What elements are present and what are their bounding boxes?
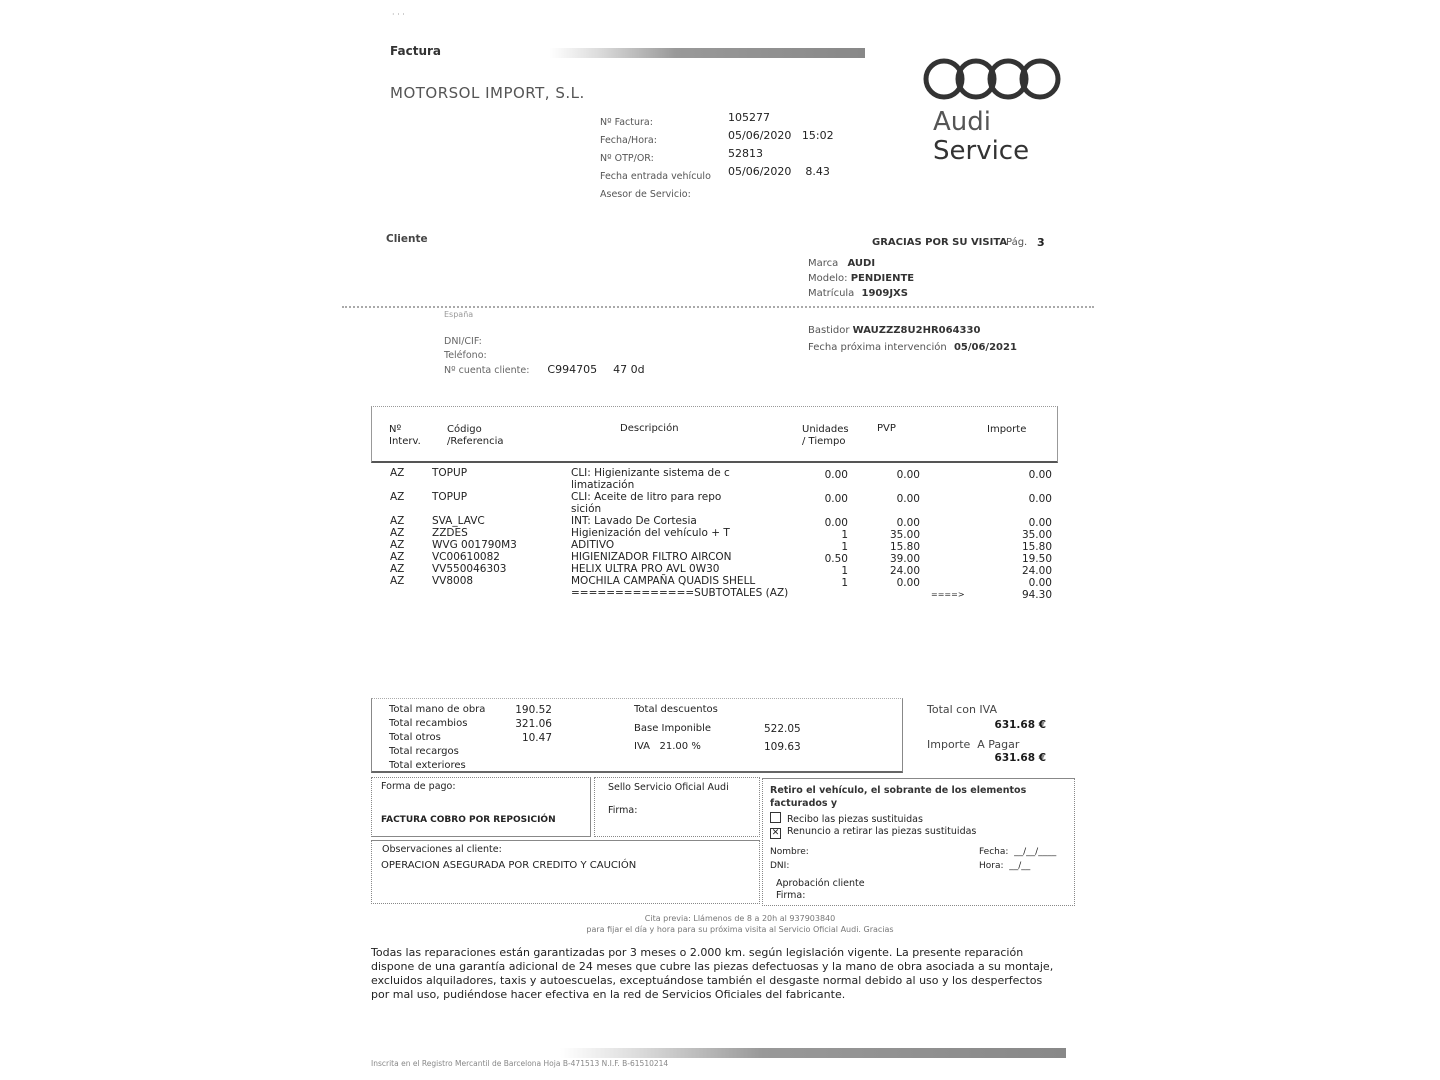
- date-time: 05/06/2020 15:02: [728, 129, 834, 142]
- client-details: [444, 335, 645, 378]
- discounts-label: Total descuentos: [634, 704, 718, 715]
- make-label: Marca: [808, 258, 839, 269]
- pickup-title-cont: facturados y: [770, 798, 838, 809]
- col-amount: Importe: [987, 424, 1027, 435]
- labor-total-label: Total mano de obra: [389, 704, 486, 715]
- observations: OPERACION ASEGURADA POR CREDITO Y CAUCIÓN: [381, 860, 637, 871]
- cell-interv: AZ: [390, 515, 405, 527]
- cell-code: VC00610082: [432, 551, 500, 563]
- receive-parts-option[interactable]: [770, 812, 923, 825]
- warranty-text: Todas las reparaciones están garantizadas por 3 meses o 2.000 km. según legislación vigente. La presente reparación dispone de una garantía adicional de 24 meses que cubre las piezas defectuosas y la mano de obra asociada a su montaje, excluidos alquiladores, taxis y autoescuelas, exceptuándose también el desgaste normal debido al uso y los desperfectos por mal uso, pudiéndose hacer efectiva en la red de Servicios Oficiales del fabricante.: [371, 946, 1054, 1001]
- cell-amount: 19.50: [1021, 553, 1052, 565]
- advisor-label: Asesor de Servicio:: [600, 189, 691, 200]
- client-label: Cliente: [386, 233, 428, 245]
- phone-label: Teléfono:: [444, 350, 487, 361]
- page-number: 3: [1037, 236, 1045, 249]
- col-units-2: / Tiempo: [802, 436, 846, 447]
- cell-amount: 35.00: [1021, 529, 1052, 541]
- account-number: C994705: [547, 363, 598, 376]
- cell-units: 1: [841, 565, 848, 577]
- thanks-text: GRACIAS POR SU VISITA: [872, 237, 1008, 248]
- cell-desc: CLI: Higienizante sistema de c: [571, 467, 730, 479]
- subtotal-label: ==============SUBTOTALES (AZ): [571, 587, 789, 599]
- audi-rings-logo: [922, 56, 1064, 106]
- payment-method-box: [371, 777, 591, 837]
- pickup-date-field: Fecha: __/__/____: [979, 847, 1057, 857]
- cell-interv: AZ: [390, 539, 405, 551]
- account-extra: 47 0d: [613, 363, 645, 376]
- vehicle-info: [808, 256, 914, 301]
- totals-box: [371, 698, 903, 773]
- amount-due: 631.68 €: [994, 752, 1046, 764]
- cell-pvp: 0.00: [896, 577, 920, 589]
- waive-parts-label: Renuncio a retirar las piezas sustituidas: [787, 826, 977, 837]
- amount-due-label: Importe A Pagar: [927, 738, 1020, 751]
- vehicle-pickup-box: [762, 778, 1075, 906]
- cell-interv: AZ: [390, 563, 405, 575]
- company-name: MOTORSOL IMPORT, S.L.: [390, 84, 585, 102]
- logo-line-1: Audi: [933, 107, 991, 137]
- name-label: Nombre:: [770, 847, 809, 857]
- cell-code: ZZDES: [432, 527, 468, 539]
- dni-label: DNI/CIF:: [444, 336, 482, 347]
- cell-units: 0.50: [824, 553, 848, 565]
- cell-amount: 15.80: [1021, 541, 1052, 553]
- seal-signature-label: Firma:: [608, 805, 638, 816]
- labor-total: 190.52: [515, 704, 552, 716]
- doc-type: Factura: [390, 44, 441, 58]
- cell-units: 0.00: [824, 469, 848, 481]
- cell-code: VV550046303: [432, 563, 507, 575]
- cell-units: 1: [841, 541, 848, 553]
- col-code-2: /Referencia: [447, 436, 504, 447]
- country: España: [444, 310, 474, 319]
- surcharges-total-label: Total recargos: [389, 746, 459, 757]
- checkbox-unchecked-icon[interactable]: [770, 812, 781, 823]
- model-label: Modelo:: [808, 273, 848, 284]
- order-number: 52813: [728, 147, 763, 160]
- appointment-note: [560, 913, 920, 935]
- col-units: Unidades: [802, 424, 849, 435]
- table-header: [371, 406, 1058, 463]
- plate: 1909JXS: [861, 288, 908, 299]
- cell-interv: AZ: [390, 491, 405, 503]
- pickup-dni-label: DNI:: [770, 861, 790, 871]
- cell-pvp: 35.00: [889, 529, 920, 541]
- payment-method-label: Forma de pago:: [381, 781, 456, 792]
- scan-barcode-strip: [550, 48, 865, 58]
- cell-amount: 0.00: [1028, 469, 1052, 481]
- cell-pvp: 24.00: [889, 565, 920, 577]
- cell-desc-cont: sición: [571, 503, 602, 515]
- cell-interv: AZ: [390, 551, 405, 563]
- col-code: Código: [447, 424, 482, 435]
- registry-text: Inscrita en el Registro Mercantil de Barcelona Hoja B-471513 N.I.F. B-61510214: [371, 1059, 669, 1068]
- cell-desc: ADITIVO: [571, 539, 615, 551]
- vin-label: Bastidor: [808, 325, 850, 336]
- total-with-vat: 631.68 €: [994, 719, 1046, 731]
- cell-pvp: 0.00: [896, 493, 920, 505]
- col-description: Descripción: [620, 423, 679, 434]
- subtotal-arrow: ====>: [931, 590, 965, 599]
- model: PENDIENTE: [850, 273, 915, 284]
- col-interv: Nº: [389, 424, 402, 435]
- checkbox-checked-icon[interactable]: ✕: [771, 828, 780, 838]
- total-with-vat-label: Total con IVA: [927, 703, 998, 716]
- seal-label: Sello Servicio Oficial Audi: [608, 782, 729, 793]
- invoice-number-label: Nº Factura:: [600, 117, 653, 128]
- cell-desc: CLI: Aceite de litro para repo: [571, 491, 722, 503]
- cell-desc: HELIX ULTRA PRO AVL 0W30: [571, 563, 720, 575]
- vehicle-info-2: [808, 322, 1017, 356]
- parts-total: 321.06: [515, 718, 552, 730]
- tax-base: 522.05: [764, 723, 801, 735]
- cell-code: SVA_LAVC: [432, 515, 485, 527]
- cell-code: VV8008: [432, 575, 474, 587]
- cell-units: 1: [841, 529, 848, 541]
- account-label: Nº cuenta cliente:: [444, 365, 530, 376]
- cell-amount: 0.00: [1028, 493, 1052, 505]
- cell-code: TOPUP: [432, 467, 468, 479]
- cell-pvp: 0.00: [896, 469, 920, 481]
- cell-units: 1: [841, 577, 848, 589]
- cell-amount: 0.00: [1028, 577, 1052, 589]
- pickup-time-field: Hora: __/__: [979, 861, 1031, 871]
- other-total: 10.47: [521, 732, 552, 744]
- cell-interv: AZ: [390, 527, 405, 539]
- vat-amount: 109.63: [764, 741, 801, 753]
- order-number-label: Nº OTP/OR:: [600, 153, 654, 164]
- invoice-number: 105277: [728, 111, 770, 124]
- exterior-total-label: Total exteriores: [389, 760, 466, 771]
- cell-code: WVG 001790M3: [432, 539, 517, 551]
- plate-label: Matrícula: [808, 288, 855, 299]
- waive-parts-option[interactable]: [770, 826, 976, 839]
- cell-interv: AZ: [390, 575, 405, 587]
- receive-parts-label: Recibo las piezas sustituidas: [787, 814, 923, 825]
- scan-strip-bottom: [560, 1048, 1066, 1058]
- parts-total-label: Total recambios: [389, 718, 468, 729]
- vat-label: IVA 21.00 %: [634, 741, 701, 752]
- scan-fold-line: [342, 306, 1094, 308]
- cell-amount: 0.00: [1028, 517, 1052, 529]
- cell-desc: Higienización del vehículo + T: [571, 527, 730, 539]
- cell-desc: MOCHILA CAMPAÑA QUADIS SHELL: [571, 575, 756, 587]
- make: AUDI: [847, 258, 876, 269]
- next-service-label: Fecha próxima intervención: [808, 342, 947, 353]
- col-pvp: PVP: [877, 423, 896, 434]
- cell-desc-cont: limatización: [571, 479, 635, 491]
- cell-units: 0.00: [824, 493, 848, 505]
- date-time-label: Fecha/Hora:: [600, 135, 657, 146]
- observations-label: Observaciones al cliente:: [382, 844, 502, 855]
- table-row: [390, 467, 404, 479]
- cell-interv: AZ: [390, 467, 405, 479]
- cell-pvp: 39.00: [889, 553, 920, 565]
- col-interv-2: Interv.: [389, 436, 421, 447]
- appointment-line-2: para fijar el día y hora para su próxima visita al Servicio Oficial Audi. Gracias: [586, 925, 894, 934]
- vin: WAUZZZ8U2HR064330: [852, 325, 981, 336]
- subtotal-amount: 94.30: [1021, 589, 1052, 601]
- logo-line-2: Service: [933, 136, 1030, 166]
- appointment-line-1: Cita previa: Llámenos de 8 a 20h al 937903840: [644, 914, 836, 923]
- cell-units: 0.00: [824, 517, 848, 529]
- seal-box: [594, 777, 760, 837]
- cell-code: TOPUP: [432, 491, 468, 503]
- page-label: Pág.: [1006, 237, 1028, 248]
- payment-method: FACTURA COBRO POR REPOSICIÓN: [381, 815, 556, 825]
- scan-marks: · · ·: [392, 10, 405, 19]
- cell-desc: HIGIENIZADOR FILTRO AIRCON: [571, 551, 732, 563]
- observations-box: [371, 840, 760, 904]
- invoice-fields: [600, 110, 834, 200]
- entry-date: 05/06/2020 8.43: [728, 165, 830, 178]
- cell-desc: INT: Lavado De Cortesia: [571, 515, 697, 527]
- tax-base-label: Base Imponible: [634, 723, 712, 734]
- entry-date-label: Fecha entrada vehículo: [600, 171, 711, 182]
- cell-pvp: 0.00: [896, 517, 920, 529]
- other-total-label: Total otros: [389, 732, 441, 743]
- client-approval-label: Aprobación cliente: [776, 878, 865, 889]
- client-signature-label: Firma:: [776, 890, 806, 901]
- cell-amount: 24.00: [1021, 565, 1052, 577]
- pickup-title: Retiro el vehículo, el sobrante de los elementos: [770, 785, 1027, 796]
- audi-service-logo-text: [933, 108, 1029, 166]
- cell-pvp: 15.80: [889, 541, 920, 553]
- next-service-date: 05/06/2021: [953, 342, 1017, 353]
